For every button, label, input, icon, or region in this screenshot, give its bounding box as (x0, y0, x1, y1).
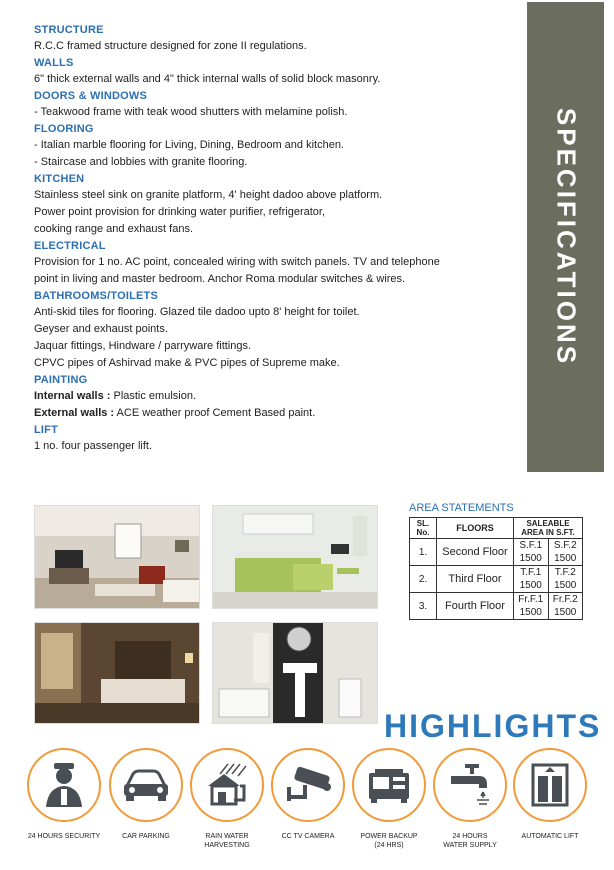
bedroom-photo (34, 622, 200, 724)
section-line: Stainless steel sink on granite platform, 4' height dadoo above platform. (34, 189, 383, 201)
highlight-power-backup (349, 748, 429, 850)
row-sl: 2. (410, 566, 437, 593)
rain-water-icon (190, 748, 264, 822)
row-code-b: Fr.F.2 (548, 593, 583, 607)
row-code-a: Fr.F.1 (514, 593, 549, 607)
row-value-b: 1500 (548, 579, 583, 593)
highlight-car-parking (106, 748, 186, 841)
highlight-security (24, 748, 104, 841)
header-saleable-area: SALEABLE AREA IN S.FT. (514, 518, 583, 539)
specifications-list (34, 22, 504, 455)
section-heading: FLOORING (34, 123, 94, 135)
row-floor: Third Floor (437, 566, 514, 593)
highlight-label: 24 HOURS SECURITY (27, 833, 101, 840)
painting-internal (34, 388, 504, 405)
section-heading: KITCHEN (34, 173, 85, 185)
highlight-label: RAIN WATER HARVESTING (204, 833, 250, 849)
row-floor: Second Floor (437, 539, 514, 566)
section-line: Geyser and exhaust points. (34, 323, 168, 335)
row-code-b: T.F.2 (548, 566, 583, 580)
section-line: - Teakwood frame with teak wood shutters with melamine polish. (34, 106, 348, 118)
section-heading: STRUCTURE (34, 24, 104, 36)
highlight-label: 24 HOURS WATER SUPPLY (443, 833, 497, 849)
row-code-a: S.F.1 (514, 539, 549, 553)
table-row (410, 539, 583, 553)
painting-external-label: External walls : (34, 407, 115, 419)
row-value-a: 1500 (514, 606, 549, 620)
row-floor: Fourth Floor (437, 593, 514, 620)
section-heading: BATHROOMS/TOILETS (34, 290, 158, 302)
section-heading: WALLS (34, 57, 74, 69)
painting-external (34, 405, 504, 422)
section-line: 6" thick external walls and 4" thick internal walls of solid block masonry. (34, 73, 381, 85)
section-line: Power point provision for drinking water purifier, refrigerator, (34, 206, 326, 218)
area-statements-table (409, 517, 583, 620)
row-value-a: 1500 (514, 552, 549, 566)
row-sl: 3. (410, 593, 437, 620)
area-statements-title: AREA STATEMENTS (409, 502, 514, 514)
bathroom-photo (212, 622, 378, 724)
highlight-label: CAR PARKING (122, 833, 170, 840)
generator-icon (352, 748, 426, 822)
highlight-label: AUTOMATIC LIFT (521, 833, 579, 840)
highlight-label: CC TV CAMERA (281, 833, 335, 840)
section-line: R.C.C framed structure designed for zone II regulations. (34, 40, 307, 52)
highlight-label: POWER BACKUP (24 HRS) (360, 833, 418, 849)
highlight-cctv (268, 748, 348, 841)
row-value-b: 1500 (548, 552, 583, 566)
highlight-water-supply (430, 748, 510, 850)
painting-external-value: ACE weather proof Cement Based paint. (114, 407, 316, 419)
section-line: CPVC pipes of Ashirvad make & PVC pipes of Supreme make. (34, 357, 340, 369)
section-line: - Staircase and lobbies with granite flooring. (34, 156, 248, 168)
elevator-icon (513, 748, 587, 822)
living-room-photo (34, 505, 200, 609)
highlights-title: HIGHLIGHTS (384, 708, 602, 744)
row-value-a: 1500 (514, 579, 549, 593)
car-icon (109, 748, 183, 822)
row-code-b: S.F.2 (548, 539, 583, 553)
section-line: cooking range and exhaust fans. (34, 223, 194, 235)
security-guard-icon (27, 748, 101, 822)
table-row (410, 593, 583, 607)
section-line: Anti-skid tiles for flooring. Glazed tile dadoo upto 8' height for toilet. (34, 306, 360, 318)
section-line: - Italian marble flooring for Living, Dining, Bedroom and kitchen. (34, 139, 344, 151)
section-heading: DOORS & WINDOWS (34, 90, 147, 102)
water-tap-icon (433, 748, 507, 822)
section-heading: ELECTRICAL (34, 240, 106, 252)
section-line: Jaquar fittings, Hindware / parryware fittings. (34, 340, 252, 352)
section-line: Provision for 1 no. AC point, concealed wiring with switch panels. TV and telephone (34, 256, 440, 268)
section-heading: PAINTING (34, 374, 88, 386)
cctv-camera-icon (271, 748, 345, 822)
kitchen-photo (212, 505, 378, 609)
header-sl-no: SL. No. (410, 518, 437, 539)
highlight-automatic-lift (510, 748, 590, 841)
header-floors: FLOORS (437, 518, 514, 539)
row-value-b: 1500 (548, 606, 583, 620)
section-line: point in living and master bedroom. Anchor Roma modular switches & wires. (34, 273, 406, 285)
highlight-rain-water (187, 748, 267, 850)
row-code-a: T.F.1 (514, 566, 549, 580)
section-line: 1 no. four passenger lift. (34, 440, 153, 452)
section-heading: LIFT (34, 424, 59, 436)
row-sl: 1. (410, 539, 437, 566)
painting-internal-label: Internal walls : (34, 390, 111, 402)
table-row (410, 566, 583, 580)
painting-internal-value: Plastic emulsion. (110, 390, 197, 402)
sidebar-title: SPECIFICATIONS (551, 107, 581, 367)
specifications-sidebar (527, 2, 604, 472)
